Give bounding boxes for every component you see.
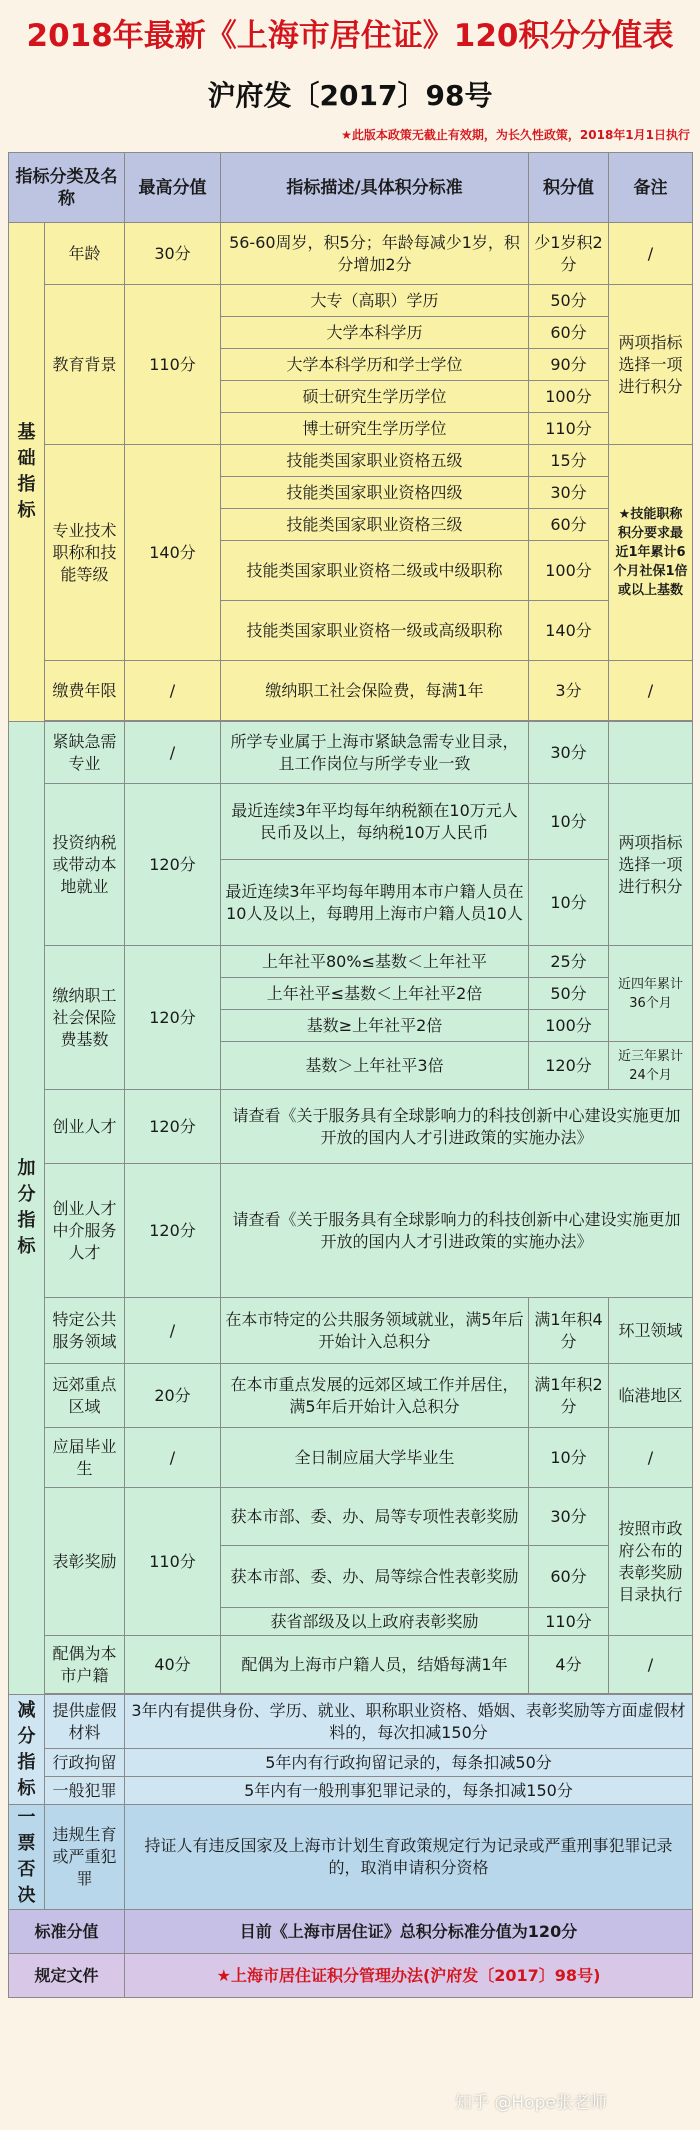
table-row (9, 1364, 693, 1428)
item-desc: 请查看《关于服务具有全球影响力的科技创新中心建设实施更加开放的国内人才引进政策的实施办法》 (221, 1090, 693, 1164)
item-score: 60分 (529, 1546, 609, 1608)
table-row (9, 1428, 693, 1488)
item-score: 10分 (529, 860, 609, 946)
item-name: 年龄 (45, 223, 125, 285)
category-veto: 一票否决 (9, 1805, 45, 1910)
table-row (9, 223, 693, 285)
item-score: 10分 (529, 784, 609, 860)
item-note: / (609, 1428, 693, 1488)
item-desc: 5年内有行政拘留记录的，每条扣减50分 (125, 1749, 693, 1777)
item-score: 60分 (529, 317, 609, 349)
item-note: 近四年累计36个月 (609, 946, 693, 1042)
col-header-note: 备注 (609, 153, 693, 223)
item-desc: 缴纳职工社会保险费，每满1年 (221, 661, 529, 721)
table-row (9, 661, 693, 721)
item-name: 专业技术职称和技能等级 (45, 445, 125, 661)
item-score: 满1年积2分 (529, 1364, 609, 1428)
item-max: 140分 (125, 445, 221, 661)
col-header-score: 积分值 (529, 153, 609, 223)
document-label: 规定文件 (9, 1954, 125, 1998)
item-desc: 56-60周岁，积5分；年龄每减少1岁，积分增加2分 (221, 223, 529, 285)
standard-label: 标准分值 (9, 1910, 125, 1954)
item-note: / (609, 661, 693, 721)
col-header-category: 指标分类及名称 (9, 153, 125, 223)
item-desc: 硕士研究生学历学位 (221, 381, 529, 413)
item-desc: 3年内有提供身份、学历、就业、职称职业资格、婚姻、表彰奖励等方面虚假材料的，每次扣减150分 (125, 1695, 693, 1749)
item-desc: 请查看《关于服务具有全球影响力的科技创新中心建设实施更加开放的国内人才引进政策的实施办法》 (221, 1164, 693, 1298)
item-max: / (125, 722, 221, 784)
col-header-max: 最高分值 (125, 153, 221, 223)
item-score: 90分 (529, 349, 609, 381)
item-name: 创业人才中介服务人才 (45, 1164, 125, 1298)
table-row (9, 1777, 693, 1805)
document-desc: ★上海市居住证积分管理办法(沪府发〔2017〕98号) (125, 1954, 693, 1998)
item-name: 行政拘留 (45, 1749, 125, 1777)
category-basic: 基础指标 (9, 223, 45, 722)
item-name: 表彰奖励 (45, 1488, 125, 1636)
item-desc: 技能类国家职业资格四级 (221, 477, 529, 509)
item-score: 110分 (529, 413, 609, 445)
table-row (9, 1910, 693, 1954)
item-score: 10分 (529, 1428, 609, 1488)
item-note: 两项指标选择一项进行积分 (609, 784, 693, 946)
item-max: 110分 (125, 1488, 221, 1636)
item-name: 违规生育或严重犯罪 (45, 1805, 125, 1910)
item-score: 25分 (529, 946, 609, 978)
policy-note: ★此版本政策无截止有效期，为长久性政策，2018年1月1日执行 (341, 128, 690, 142)
item-score: 140分 (529, 601, 609, 661)
item-desc: 技能类国家职业资格二级或中级职称 (221, 541, 529, 601)
item-desc: 最近连续3年平均每年聘用本市户籍人员在10人及以上，每聘用上海市户籍人员10人 (221, 860, 529, 946)
item-score: 15分 (529, 445, 609, 477)
item-desc: 在本市特定的公共服务领域就业，满5年后开始计入总积分 (221, 1298, 529, 1364)
item-name: 投资纳税或带动本地就业 (45, 784, 125, 946)
page-title: 2018年最新《上海市居住证》120积分分值表 (26, 18, 674, 54)
item-max: 120分 (125, 784, 221, 946)
item-desc: 博士研究生学历学位 (221, 413, 529, 445)
item-score: 满1年积4分 (529, 1298, 609, 1364)
item-score: 60分 (529, 509, 609, 541)
table-header-row (9, 153, 693, 223)
item-desc: 技能类国家职业资格一级或高级职称 (221, 601, 529, 661)
item-score: 30分 (529, 1488, 609, 1546)
table-row (9, 1164, 693, 1298)
item-name: 创业人才 (45, 1090, 125, 1164)
item-max: 120分 (125, 1164, 221, 1298)
table-row (9, 1695, 693, 1749)
item-name: 紧缺急需专业 (45, 722, 125, 784)
item-name: 缴费年限 (45, 661, 125, 721)
item-max: 40分 (125, 1636, 221, 1694)
item-desc: 在本市重点发展的远郊区域工作并居住，满5年后开始计入总积分 (221, 1364, 529, 1428)
table-row (9, 1805, 693, 1910)
table-row (9, 1636, 693, 1694)
item-max: / (125, 661, 221, 721)
item-desc: 技能类国家职业资格五级 (221, 445, 529, 477)
item-score: 30分 (529, 477, 609, 509)
item-name: 缴纳职工社会保险费基数 (45, 946, 125, 1090)
item-score: 3分 (529, 661, 609, 721)
category-minus: 减分指标 (9, 1695, 45, 1805)
col-header-desc: 指标描述/具体积分标准 (221, 153, 529, 223)
item-desc: 大学本科学历 (221, 317, 529, 349)
item-desc: 上年社平≤基数＜上年社平2倍 (221, 978, 529, 1010)
item-desc: 获本市部、委、办、局等综合性表彰奖励 (221, 1546, 529, 1608)
item-note: 临港地区 (609, 1364, 693, 1428)
watermark: 知乎 @Hope张老师 (455, 2093, 607, 2113)
item-score: 50分 (529, 978, 609, 1010)
item-desc: 技能类国家职业资格三级 (221, 509, 529, 541)
item-score: 100分 (529, 381, 609, 413)
item-desc: 基数≥上年社平2倍 (221, 1010, 529, 1042)
item-desc: 最近连续3年平均每年纳税额在10万元人民币及以上，每纳税10万人民币 (221, 784, 529, 860)
item-name: 提供虚假材料 (45, 1695, 125, 1749)
item-max: / (125, 1428, 221, 1488)
item-max: 30分 (125, 223, 221, 285)
item-desc: 配偶为上海市户籍人员，结婚每满1年 (221, 1636, 529, 1694)
item-desc: 上年社平80%≤基数＜上年社平 (221, 946, 529, 978)
item-name: 应届毕业生 (45, 1428, 125, 1488)
points-table (8, 152, 693, 1998)
table-row (9, 1749, 693, 1777)
item-score: 少1岁积2分 (529, 223, 609, 285)
item-note: 环卫领域 (609, 1298, 693, 1364)
item-name: 特定公共服务领域 (45, 1298, 125, 1364)
item-desc: 获本市部、委、办、局等专项性表彰奖励 (221, 1488, 529, 1546)
table-row (9, 1954, 693, 1998)
item-note: ★技能职称积分要求最近1年累计6个月社保1倍或以上基数 (609, 445, 693, 661)
standard-desc: 目前《上海市居住证》总积分标准分值为120分 (125, 1910, 693, 1954)
item-desc: 全日制应届大学毕业生 (221, 1428, 529, 1488)
table-row (9, 722, 693, 784)
item-note (609, 722, 693, 784)
table-row (9, 285, 693, 317)
item-score: 110分 (529, 1608, 609, 1636)
item-name: 远郊重点区域 (45, 1364, 125, 1428)
item-score: 4分 (529, 1636, 609, 1694)
item-desc: 大学本科学历和学士学位 (221, 349, 529, 381)
item-score: 120分 (529, 1042, 609, 1090)
item-note: / (609, 223, 693, 285)
item-max: / (125, 1298, 221, 1364)
category-bonus: 加分指标 (9, 722, 45, 1695)
item-desc: 5年内有一般刑事犯罪记录的，每条扣减150分 (125, 1777, 693, 1805)
item-max: 20分 (125, 1364, 221, 1428)
table-row (9, 784, 693, 860)
item-name: 配偶为本市户籍 (45, 1636, 125, 1694)
item-score: 100分 (529, 1010, 609, 1042)
item-name: 一般犯罪 (45, 1777, 125, 1805)
table-row (9, 1090, 693, 1164)
item-desc: 持证人有违反国家及上海市计划生育政策规定行为记录或严重刑事犯罪记录的，取消申请积分资格 (125, 1805, 693, 1910)
item-note: 近三年累计24个月 (609, 1042, 693, 1090)
item-desc: 大专（高职）学历 (221, 285, 529, 317)
item-note: / (609, 1636, 693, 1694)
item-max: 110分 (125, 285, 221, 445)
item-score: 100分 (529, 541, 609, 601)
page-subtitle: 沪府发〔2017〕98号 (207, 79, 493, 112)
item-note: 两项指标选择一项进行积分 (609, 285, 693, 445)
item-desc: 获省部级及以上政府表彰奖励 (221, 1608, 529, 1636)
table-row (9, 1488, 693, 1546)
table-row (9, 1298, 693, 1364)
item-desc: 基数＞上年社平3倍 (221, 1042, 529, 1090)
table-row (9, 445, 693, 477)
table-row (9, 946, 693, 978)
header (0, 0, 700, 150)
item-score: 30分 (529, 722, 609, 784)
item-note: 按照市政府公布的表彰奖励目录执行 (609, 1488, 693, 1636)
item-desc: 所学专业属于上海市紧缺急需专业目录，且工作岗位与所学专业一致 (221, 722, 529, 784)
item-score: 50分 (529, 285, 609, 317)
item-max: 120分 (125, 946, 221, 1090)
item-max: 120分 (125, 1090, 221, 1164)
item-name: 教育背景 (45, 285, 125, 445)
